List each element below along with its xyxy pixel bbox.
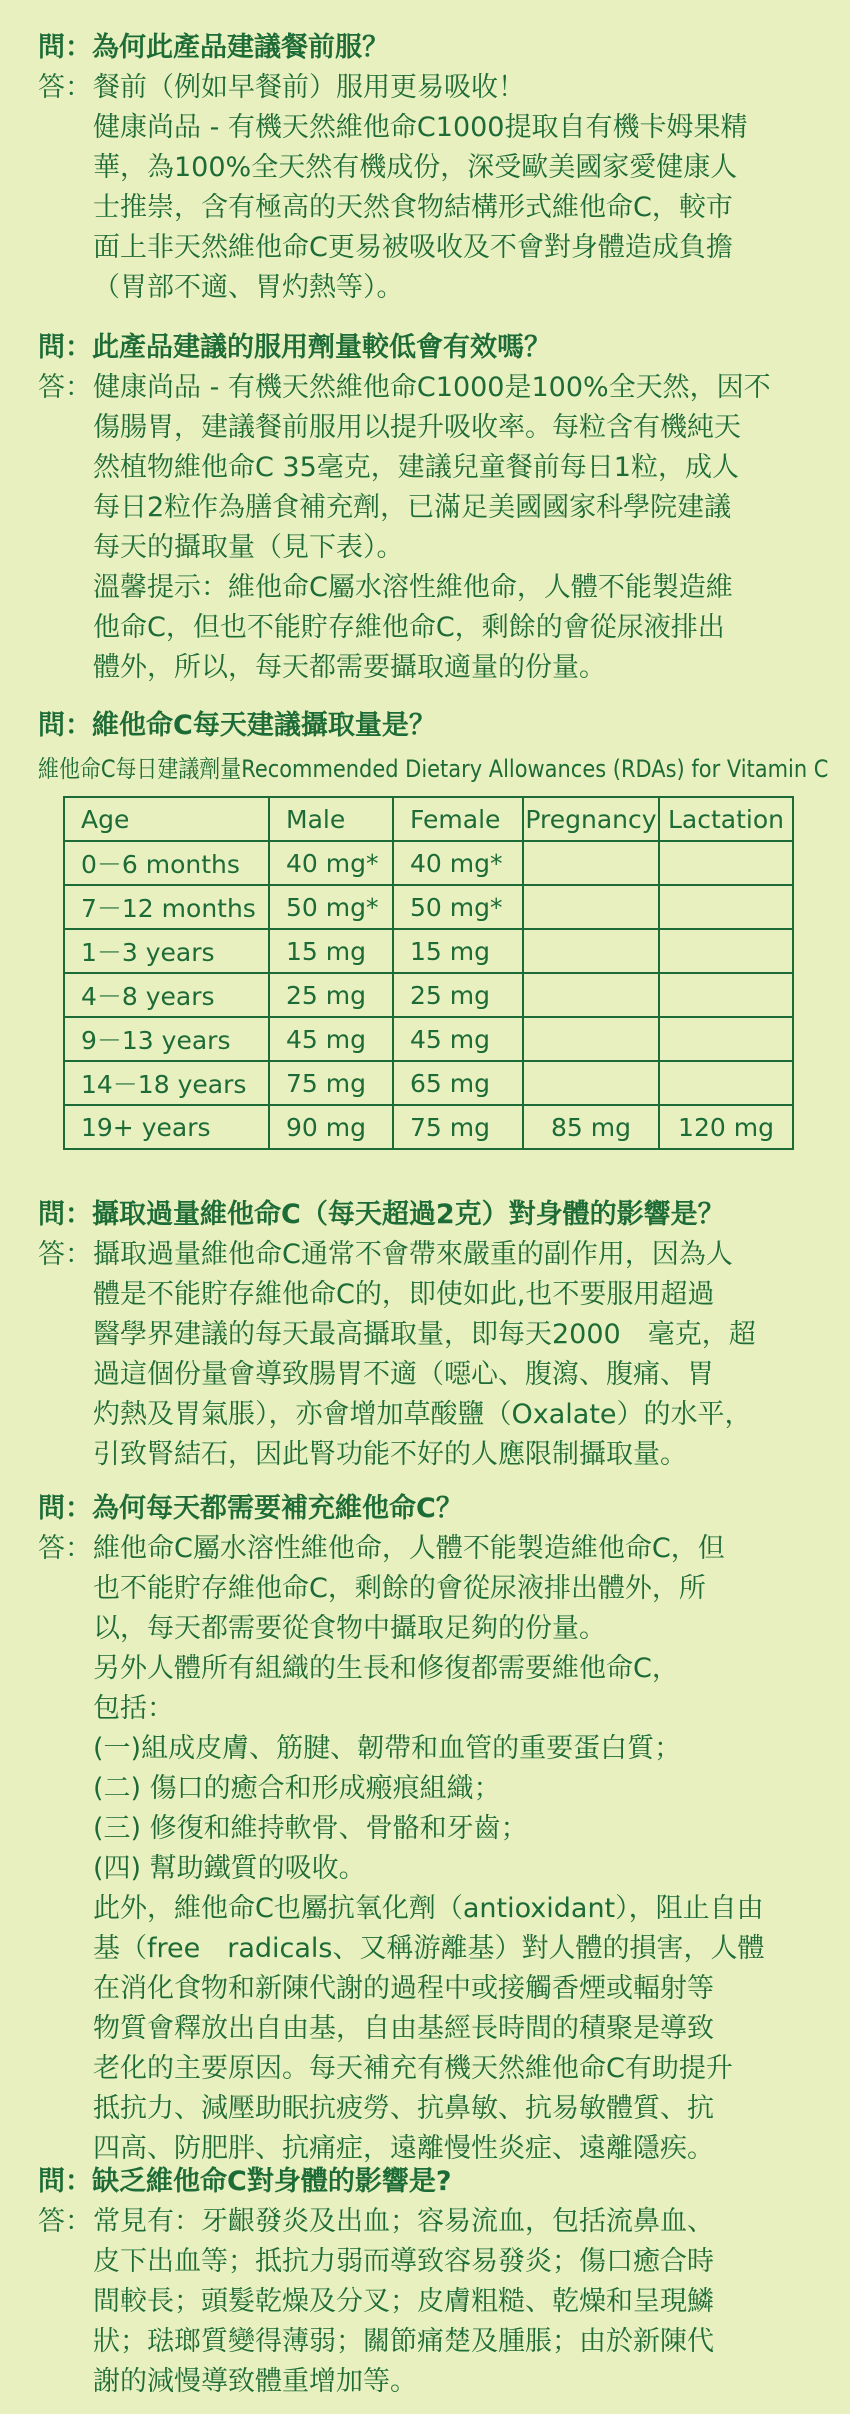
answer-line: 間較長；頭髮乾燥及分叉；皮膚粗糙、乾燥和呈現鱗 xyxy=(93,2286,714,2317)
answer-line: 此外，維他命C也屬抗氧化劑（antioxidant），阻止自由 xyxy=(93,1893,764,1924)
answer-line: 面上非天然維他命C更易被吸收及不會對身體造成負擔 xyxy=(93,232,733,263)
table-cell xyxy=(659,929,793,973)
question-heading: 問：維他命C每天建議攝取量是？ xyxy=(38,710,436,741)
answer-label: 答： xyxy=(38,1533,92,1564)
table-cell: 4－8 years xyxy=(64,973,269,1017)
table-cell: 90 mg xyxy=(269,1105,393,1149)
answer-line: 每天的攝取量（見下表）。 xyxy=(93,532,404,563)
answer-line: 在消化食物和新陳代謝的過程中或接觸香煙或輻射等 xyxy=(93,1973,714,2004)
answer-line: (一)組成皮膚、筋腱、韌帶和血管的重要蛋白質； xyxy=(93,1733,682,1764)
table-cell xyxy=(523,841,659,885)
table-cell xyxy=(659,1017,793,1061)
table-cell xyxy=(659,841,793,885)
table-cell: 75 mg xyxy=(393,1105,523,1149)
answer-label: 答： xyxy=(38,1239,92,1270)
question-heading: 問：此產品建議的服用劑量較低會有效嗎？ xyxy=(38,332,551,363)
answer-line: 傷腸胃，建議餐前服用以提升吸收率。每粒含有機純天 xyxy=(93,412,741,443)
table-cell: 40 mg* xyxy=(393,841,523,885)
rda-table xyxy=(63,796,794,1150)
table-cell: 0－6 months xyxy=(64,841,269,885)
column-header-pregnancy: Pregnancy xyxy=(523,797,659,841)
answer-line: 健康尚品 - 有機天然維他命C1000提取自有機卡姆果精 xyxy=(93,112,748,143)
answer-label: 答： xyxy=(38,372,92,403)
answer-line: 溫馨提示：維他命C屬水溶性維他命，人體不能製造維 xyxy=(93,572,733,603)
answer-line: 引致腎結石，因此腎功能不好的人應限制攝取量。 xyxy=(93,1439,687,1470)
table-cell xyxy=(659,885,793,929)
answer-line: 物質會釋放出自由基，自由基經長時間的積聚是導致 xyxy=(93,2013,714,2044)
answer-text xyxy=(93,1235,756,1475)
answer-line: 老化的主要原因。每天補充有機天然維他命C有助提升 xyxy=(93,2053,733,2084)
answer-line: 狀；琺瑯質變得薄弱；關節痛楚及腫脹；由於新陳代 xyxy=(93,2326,714,2357)
answer-line: (四) 幫助鐵質的吸收。 xyxy=(93,1853,366,1884)
answer-text xyxy=(93,368,771,688)
table-cell: 50 mg* xyxy=(269,885,393,929)
table-cell: 14－18 years xyxy=(64,1061,269,1105)
answer-line: 四高、防肥胖、抗痛症，遠離慢性炎症、遠離隱疾。 xyxy=(93,2133,714,2164)
question-heading: 問：為何此產品建議餐前服？ xyxy=(38,32,389,63)
table-row xyxy=(64,841,793,885)
table-cell: 120 mg xyxy=(659,1105,793,1149)
table-row xyxy=(64,929,793,973)
table-cell: 75 mg xyxy=(269,1061,393,1105)
answer-text xyxy=(93,68,747,308)
answer-line: 維他命C屬水溶性維他命，人體不能製造維他命C，但 xyxy=(93,1533,725,1564)
table-row xyxy=(64,885,793,929)
question-heading: 問：缺乏維他命C對身體的影響是? xyxy=(38,2166,452,2197)
table-cell xyxy=(659,1061,793,1105)
table-cell xyxy=(659,973,793,1017)
column-header-lactation: Lactation xyxy=(659,797,793,841)
answer-line: 皮下出血等；抵抗力弱而導致容易發炎；傷口癒合時 xyxy=(93,2246,714,2277)
table-cell: 19+ years xyxy=(64,1105,269,1149)
answer-line: 然植物維他命C 35毫克，建議兒童餐前每日1粒，成人 xyxy=(93,452,739,483)
table-caption: 維他命C每日建議劑量Recommended Dietary Allowances (RDAs) for Vitamin C xyxy=(38,755,829,783)
answer-line: 包括： xyxy=(93,1693,174,1724)
table-header-row xyxy=(64,797,793,841)
table-cell: 15 mg xyxy=(393,929,523,973)
table-cell xyxy=(523,1017,659,1061)
table-cell xyxy=(523,929,659,973)
answer-line: 體外，所以，每天都需要攝取適量的份量。 xyxy=(93,652,606,683)
answer-line: 士推崇，含有極高的天然食物結構形式維他命C，較市 xyxy=(93,192,733,223)
question-heading: 問：攝取過量維他命C（每天超過2克）對身體的影響是？ xyxy=(38,1199,725,1230)
answer-line: 灼熱及胃氣脹），亦會增加草酸鹽（Oxalate）的水平， xyxy=(93,1399,752,1430)
table-cell: 50 mg* xyxy=(393,885,523,929)
table-cell xyxy=(523,885,659,929)
table-cell: 45 mg xyxy=(269,1017,393,1061)
answer-line: (二) 傷口的癒合和形成瘢痕組織； xyxy=(93,1773,501,1804)
table-row xyxy=(64,1017,793,1061)
answer-line: 他命C，但也不能貯存維他命C，剩餘的會從尿液排出 xyxy=(93,612,725,643)
answer-text xyxy=(93,1529,764,2169)
table-cell: 1－3 years xyxy=(64,929,269,973)
answer-line: 華，為100%全天然有機成份，深受歐美國家愛健康人 xyxy=(93,152,738,183)
question-heading: 問：為何每天都需要補充維他命C？ xyxy=(38,1493,463,1524)
answer-line: 體是不能貯存維他命C的，即使如此,也不要服用超過 xyxy=(93,1279,715,1310)
table-cell: 7－12 months xyxy=(64,885,269,929)
table-cell: 45 mg xyxy=(393,1017,523,1061)
table-row xyxy=(64,973,793,1017)
answer-line: 醫學界建議的每天最高攝取量，即每天2000 毫克，超 xyxy=(93,1319,756,1350)
answer-line: 每日2粒作為膳食補充劑，已滿足美國國家科學院建議 xyxy=(93,492,732,523)
answer-line: 謝的減慢導致體重增加等。 xyxy=(93,2366,417,2397)
answer-text xyxy=(93,2202,714,2402)
table-cell xyxy=(523,973,659,1017)
column-header-male: Male xyxy=(269,797,393,841)
answer-line: (三) 修復和維持軟骨、骨骼和牙齒； xyxy=(93,1813,528,1844)
table-cell: 40 mg* xyxy=(269,841,393,885)
table-cell: 65 mg xyxy=(393,1061,523,1105)
column-header-age: Age xyxy=(64,797,269,841)
table-row xyxy=(64,1105,793,1149)
answer-line: 攝取過量維他命C通常不會帶來嚴重的副作用，因為人 xyxy=(93,1239,733,1270)
answer-line: （胃部不適、胃灼熱等）。 xyxy=(93,272,404,303)
table-cell: 25 mg xyxy=(269,973,393,1017)
answer-line: 健康尚品 - 有機天然維他命C1000是100%全天然，因不 xyxy=(93,372,771,403)
answer-line: 常見有：牙齦發炎及出血；容易流血，包括流鼻血、 xyxy=(93,2206,714,2237)
table-cell: 85 mg xyxy=(523,1105,659,1149)
table-row xyxy=(64,1061,793,1105)
table-cell: 9－13 years xyxy=(64,1017,269,1061)
table-cell xyxy=(523,1061,659,1105)
answer-line: 過這個份量會導致腸胃不適（噁心、腹瀉、腹痛、胃 xyxy=(93,1359,714,1390)
column-header-female: Female xyxy=(393,797,523,841)
table-cell: 25 mg xyxy=(393,973,523,1017)
answer-line: 也不能貯存維他命C，剩餘的會從尿液排出體外，所 xyxy=(93,1573,706,1604)
answer-line: 以，每天都需要從食物中攝取足夠的份量。 xyxy=(93,1613,606,1644)
answer-line: 基（free radicals、又稱游離基）對人體的損害，人體 xyxy=(93,1933,765,1964)
answer-label: 答： xyxy=(38,2206,92,2237)
answer-line: 抵抗力、減壓助眠抗疲勞、抗鼻敏、抗易敏體質、抗 xyxy=(93,2093,714,2124)
answer-line: 餐前（例如早餐前）服用更易吸收！ xyxy=(93,72,525,103)
answer-line: 另外人體所有組織的生長和修復都需要維他命C， xyxy=(93,1653,679,1684)
table-cell: 15 mg xyxy=(269,929,393,973)
answer-label: 答： xyxy=(38,72,92,103)
